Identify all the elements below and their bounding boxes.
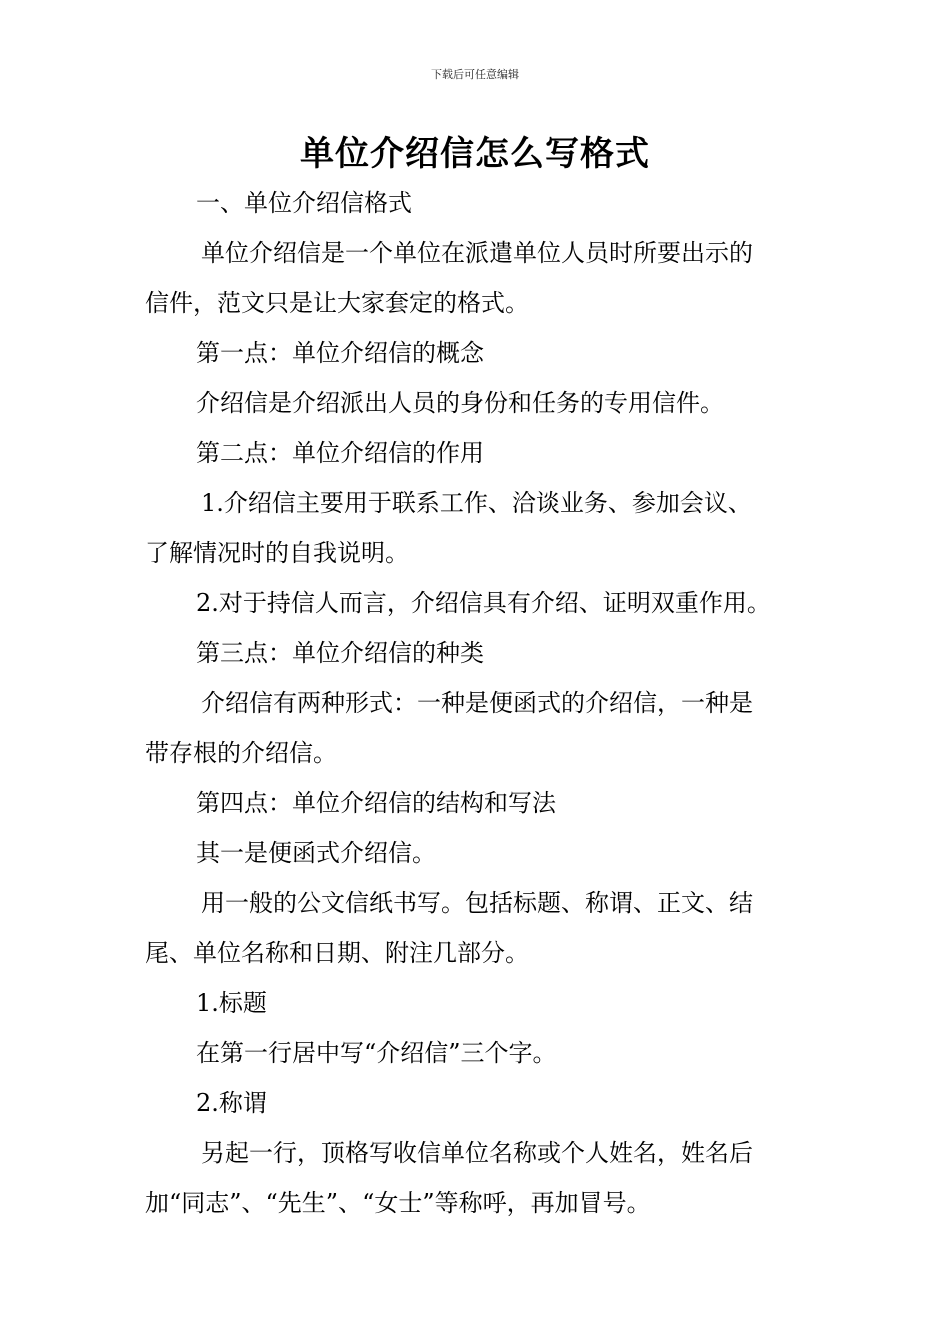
point-heading: 第二点：单位介绍信的作用	[196, 439, 484, 467]
paragraph-line: 介绍信有两种形式：一种是便函式的介绍信，一种是	[201, 689, 753, 717]
paragraph-line: 信件，范文只是让大家套定的格式。	[145, 289, 529, 317]
paragraph-line: 单位介绍信是一个单位在派遣单位人员时所要出示的	[201, 239, 753, 267]
paragraph-line: 用一般的公文信纸书写。包括标题、称谓、正文、结	[201, 889, 753, 917]
subsection-heading: 2.称谓	[196, 1089, 267, 1117]
paragraph-line: 加“同志”、“先生”、“女士”等称呼，再加冒号。	[145, 1189, 651, 1217]
list-item-line: 1.介绍信主要用于联系工作、洽谈业务、参加会议、	[201, 489, 752, 517]
document-body	[145, 178, 807, 1228]
document-title: 单位介绍信怎么写格式	[300, 134, 650, 174]
paragraph-line: 介绍信是介绍派出人员的身份和任务的专用信件。	[196, 389, 724, 417]
point-heading: 第一点：单位介绍信的概念	[196, 339, 484, 367]
section-heading: 一、单位介绍信格式	[196, 189, 412, 217]
list-item-line: 了解情况时的自我说明。	[145, 539, 409, 567]
paragraph-line: 其一是便函式介绍信。	[196, 839, 436, 867]
paragraph-line: 带存根的介绍信。	[145, 739, 337, 767]
paragraph-line: 另起一行，顶格写收信单位名称或个人姓名，姓名后	[201, 1139, 753, 1167]
subsection-heading: 1.标题	[196, 989, 267, 1017]
point-heading: 第四点：单位介绍信的结构和写法	[196, 789, 556, 817]
paragraph-line: 尾、单位名称和日期、附注几部分。	[145, 939, 529, 967]
list-item-line: 2.对于持信人而言，介绍信具有介绍、证明双重作用。	[196, 589, 771, 617]
page-header-note: 下载后可任意编辑	[431, 68, 519, 81]
point-heading: 第三点：单位介绍信的种类	[196, 639, 484, 667]
paragraph-line: 在第一行居中写“介绍信”三个字。	[196, 1039, 557, 1067]
